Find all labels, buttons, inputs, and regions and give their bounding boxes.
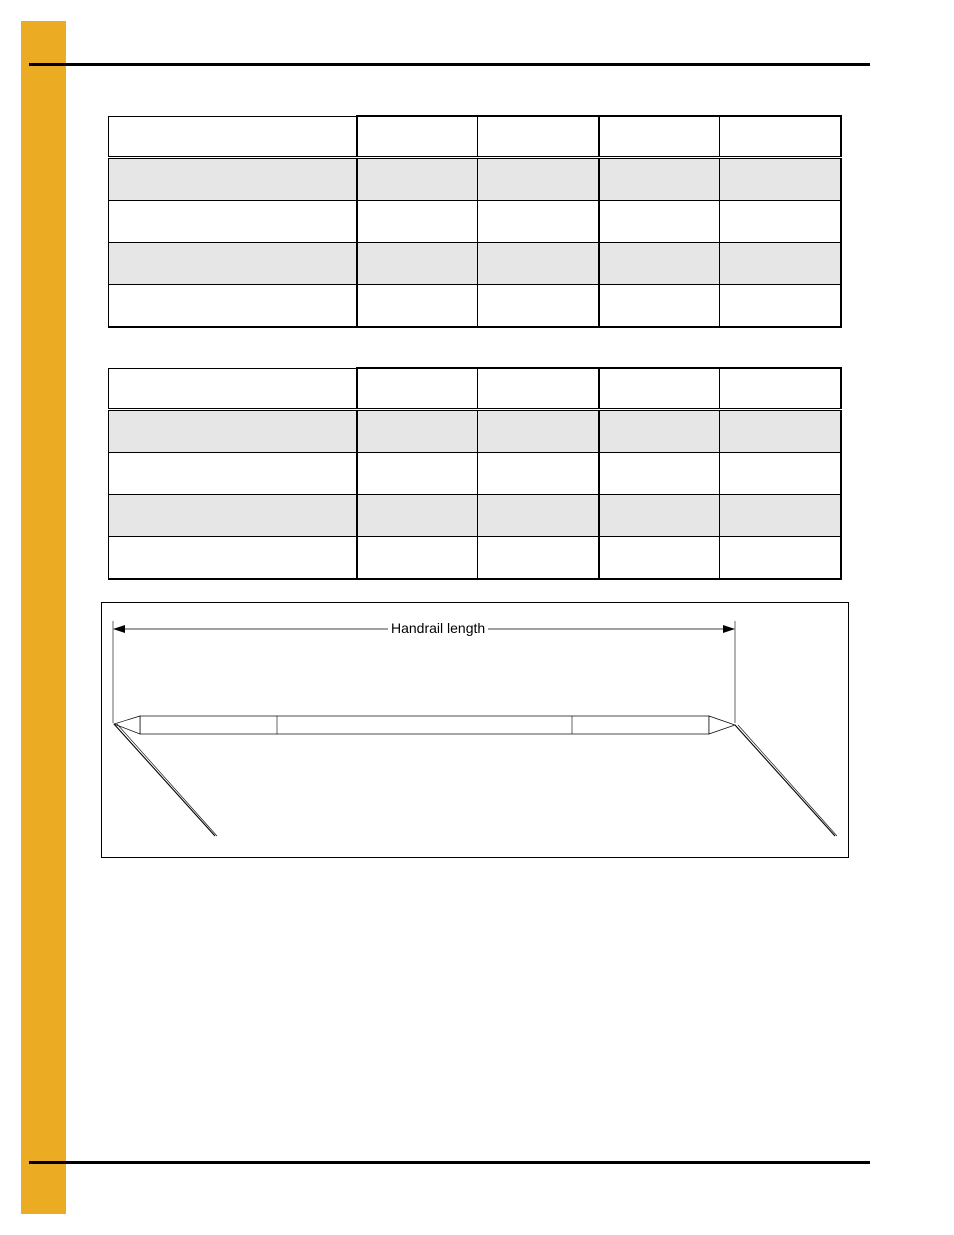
table-row [109,410,842,453]
table-cell [599,243,720,285]
support-post-right [735,725,835,836]
spec-table-1 [108,115,842,328]
table-cell [109,285,357,328]
table-cell [109,116,357,158]
table-cell [720,285,841,328]
table-cell [357,285,478,328]
table-cell [478,158,599,201]
table-cell [109,495,357,537]
table-cell [109,201,357,243]
table-cell [357,368,478,410]
table-cell [478,285,599,328]
table-row [109,158,842,201]
table-cell [720,158,841,201]
table-cell [357,453,478,495]
support-post-right [738,725,837,836]
table-cell [720,116,841,158]
table-row [109,495,842,537]
table-cell [720,410,841,453]
table-row [109,201,842,243]
table-cell [478,201,599,243]
table-row [109,453,842,495]
header-rule [29,63,870,66]
table-cell [357,201,478,243]
table-cell [599,453,720,495]
table-cell [599,158,720,201]
table-cell [599,368,720,410]
table-cell [599,201,720,243]
table-row [109,537,842,580]
table-cell [109,368,357,410]
table-row [109,243,842,285]
table-cell [599,495,720,537]
table-cell [478,368,599,410]
table-cell [720,537,841,580]
table-cell [357,116,478,158]
rail-end-right [709,716,735,734]
table-cell [720,368,841,410]
footer-rule [29,1161,870,1164]
rail-tube [140,716,709,734]
table-cell [109,537,357,580]
handrail-diagram [101,602,849,858]
spec-table-2 [108,367,842,580]
table-cell [109,410,357,453]
arrowhead-right [723,625,735,633]
table-cell [109,453,357,495]
table-cell [478,243,599,285]
table-cell [720,243,841,285]
table-cell [720,453,841,495]
table-cell [357,537,478,580]
table-cell [599,537,720,580]
table-cell [720,201,841,243]
side-color-band [21,21,66,1214]
support-post-left [117,724,217,836]
support-post-left [114,724,215,836]
table-header-row [109,368,842,410]
table-cell [599,116,720,158]
table-cell [357,495,478,537]
handrail-drawing [102,603,848,857]
handrail-length-label: Handrail length [388,620,488,636]
table-cell [478,116,599,158]
table-header-row [109,116,842,158]
table-cell [109,243,357,285]
table-row [109,285,842,328]
table-cell [599,410,720,453]
table-cell [478,453,599,495]
table-cell [357,158,478,201]
table-cell [720,495,841,537]
table-cell [599,285,720,328]
table-cell [478,495,599,537]
table-cell [478,537,599,580]
table-cell [109,158,357,201]
table-cell [478,410,599,453]
table-cell [357,410,478,453]
table-cell [357,243,478,285]
arrowhead-left [113,625,125,633]
